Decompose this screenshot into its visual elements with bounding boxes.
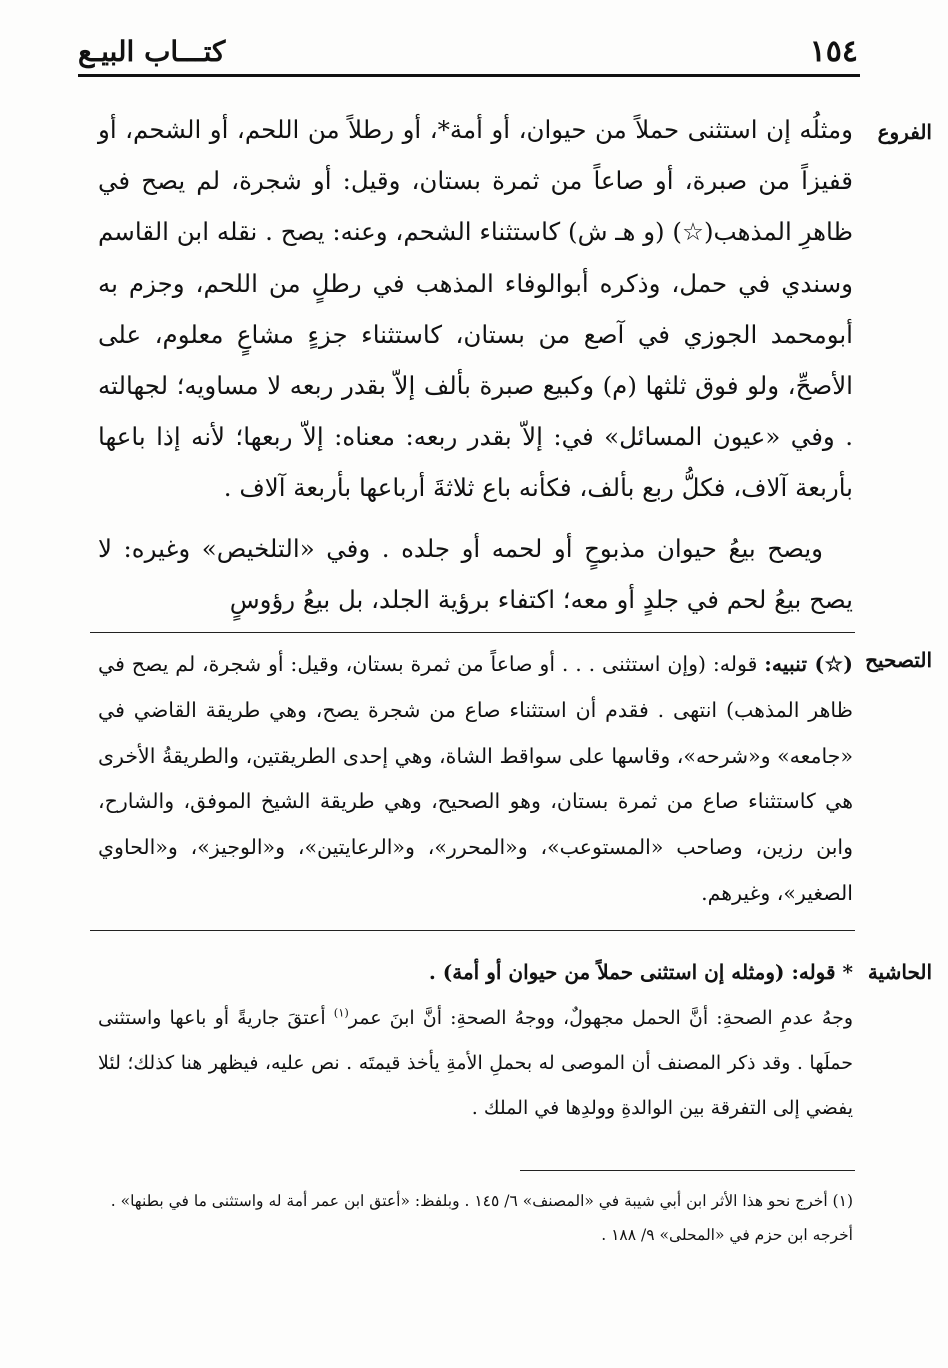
footnotes: [93, 1184, 853, 1252]
section-divider-2: [90, 930, 855, 931]
hashiya-text: [98, 996, 853, 1131]
hashiya-text-part-1: وجهُ عدمِ الصحةِ: أنَّ الحمل مجهولٌ، ووجهُ الصحةِ: أنَّ ابنَ عمر: [348, 1007, 854, 1029]
section-label-furu: الفروع: [877, 120, 932, 144]
section-divider-1: [90, 632, 855, 633]
footnote-line-2: أخرجه ابن حزم في «المحلى» ٩/ ١٨٨ .: [601, 1226, 853, 1244]
footnote-reference: (١): [333, 1005, 349, 1020]
hashiya-paragraph: [98, 996, 853, 1131]
header-rule: [78, 74, 860, 77]
section-label-tashih: التصحيح: [865, 648, 932, 672]
main-paragraph-1: ومثلُه إن استثنى حملاً من حيوان، أو أمة*، أو رطلاً من اللحم، أو الشحم، أو قفيزاً من صبرة، أو صاعاً من ثمرة بستان، وقيل: أو شجرة، لم يصح في ظاهرِ المذهب(☆) (و هـ ش) كاستثناء الشحم، وعنه: يصح . نقله ابن القاسم وسندي في حمل، وذكره أبوالوفاء المذهب في رطلٍ من اللحم، وجزم به أبومحمد الجوزي في آصع من بستان، كاستثناء جزءٍ مشاعٍ معلوم، على الأصحِّ، ولو فوق ثلثها (م) وكبيع صبرة بألف إلاّ بقدر ربعه لا مساويه؛ لجهالته . وفي «عيون المسائل» في: إلاّ بقدر ربعه: معناه: إلاّ ربعها؛ لأنه إذا باعها بأربعة آلاف، فكلُّ ربع بألف، فكأنه باع ثلاثةَ أرباعها بأربعة آلاف .: [98, 115, 853, 503]
main-paragraph-2: ويصح بيعُ حيوان مذبوحٍ أو لحمه أو جلده . وفي «التلخيص» وغيره: لا يصح بيعُ لحم في جلدٍ أو معه؛ اكتفاء برؤية الجلد، بل بيعُ رؤوسٍ: [98, 533, 853, 614]
section-label-hashiya: الحاشية: [867, 960, 932, 984]
tashih-lead: (☆) تنبيه:: [764, 652, 853, 676]
footnote-rule: [520, 1170, 855, 1171]
footnote-line-1: (١) أخرج نحو هذا الأثر ابن أبي شيبة في «المصنف» ٦/ ١٤٥ . وبلفظ: «أعتق ابن عمر أمة له واستثنى ما في بطنها» .: [110, 1192, 853, 1210]
running-title: كتـــاب البيـع: [78, 35, 226, 68]
hashiya-heading: * قوله: (ومثله إن استثنى حملاً من حيوان أو أمة) .: [428, 960, 853, 984]
tashih-text: [98, 642, 853, 917]
tashih-body: قوله: (وإن استثنى . . . أو صاعاً من ثمرة بستان، وقيل: أو شجرة، لم يصح في ظاهر المذهب) انتهى . فقدم أن استثناء صاع من شجرة يصح، وهي طريقة القاضي في «جامعه» و«شرحه»، وقاسها على سواقط الشاة، وهي إحدى الطريقتين، والطريقةُ الأخرى هي كاستثناء صاع من ثمرة بستان، وهو الصحيح، وهي طريقة الشيخ الموفق، والشارح، وابن رزين، وصاحب «المستوعب»، و«المحرر»، و«الرعايتين»، و«الوجيز»، و«الحاوي الصغير»، وغيرهم.: [98, 652, 853, 905]
tashih-paragraph: [98, 642, 853, 917]
page-number: ١٥٤: [809, 34, 858, 69]
main-text: [98, 104, 853, 625]
page-header: [78, 34, 858, 74]
hashiya-text-part-2: أعتقَ جاريةً أو باعها واستثنى حملَها . وقد ذكر المصنف أن الموصى له بحملِ الأمةِ يأخذ قيمتَه . نص عليه، فيظهر هنا كذلك؛ لئلا يفضي إلى التفرقة بين الوالدةِ وولدِها في الملك .: [98, 1007, 853, 1119]
